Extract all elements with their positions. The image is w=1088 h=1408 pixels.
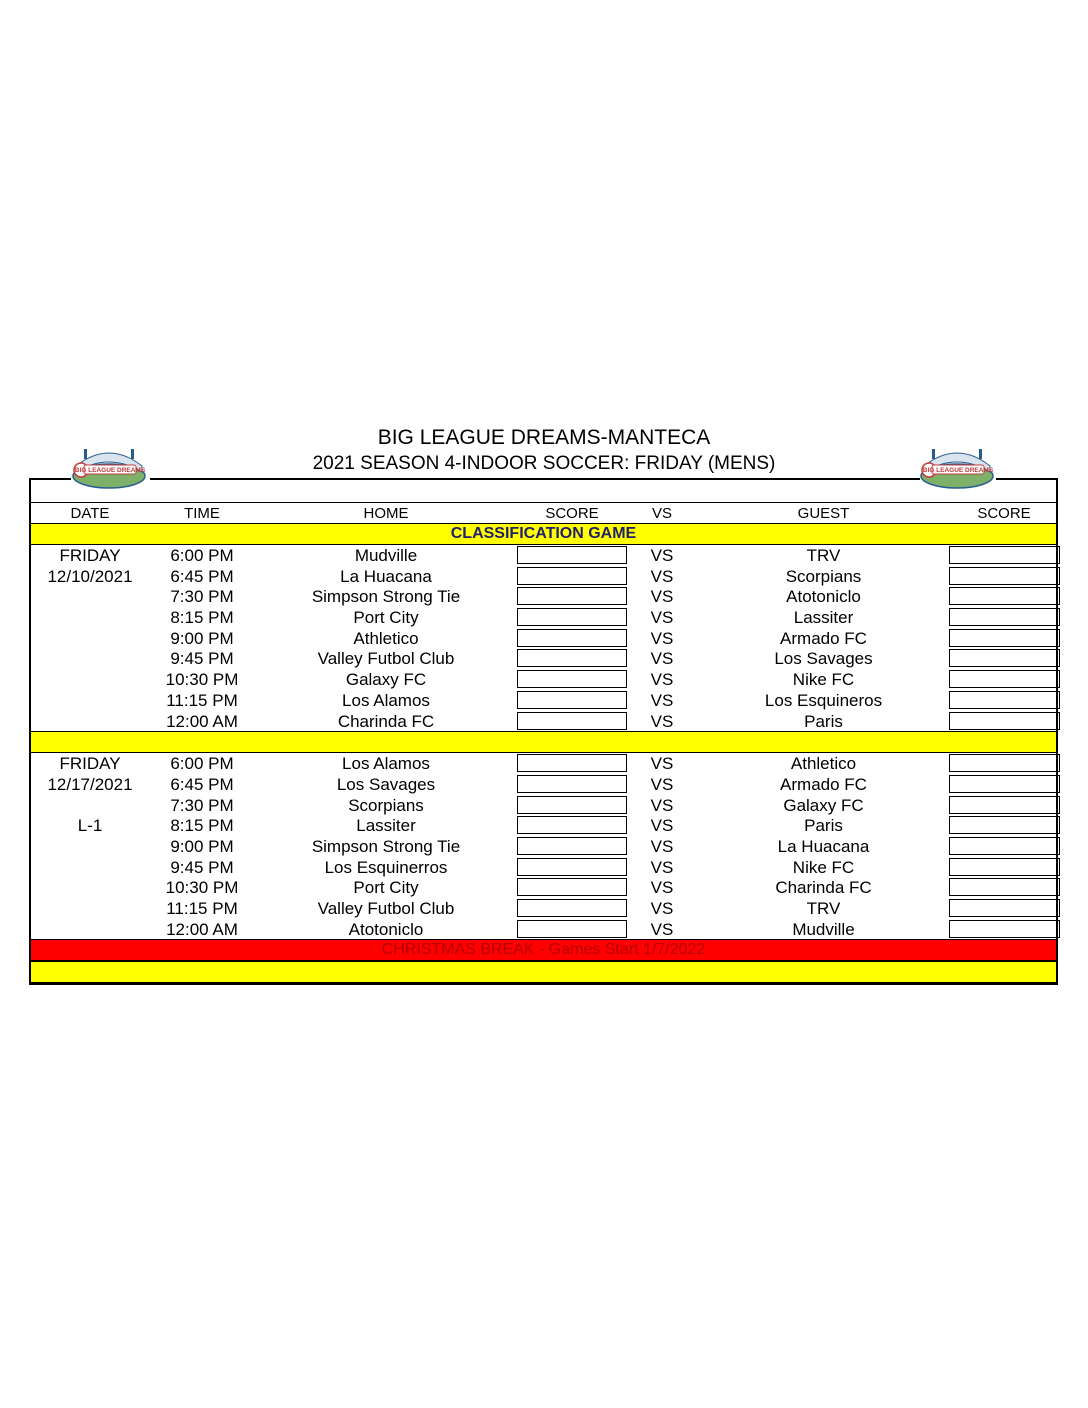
guest-team: Atotoniclo bbox=[786, 587, 861, 607]
col-score-home: SCORE bbox=[545, 505, 599, 522]
guest-team: Athletico bbox=[790, 754, 857, 774]
game-time: 6:45 PM bbox=[170, 566, 234, 586]
vs-label: VS bbox=[650, 566, 674, 586]
home-team: Los Alamos bbox=[342, 754, 430, 774]
game-time: 6:45 PM bbox=[170, 774, 234, 794]
vs-label: VS bbox=[650, 878, 674, 898]
vs-label: VS bbox=[650, 836, 674, 856]
classification-banner: CLASSIFICATION GAME bbox=[31, 523, 1056, 545]
game-time: 8:15 PM bbox=[170, 608, 234, 628]
vs-label: VS bbox=[650, 899, 674, 918]
game-date-cell: 12/10/2021 bbox=[47, 566, 133, 586]
guest-score-box[interactable] bbox=[949, 587, 1060, 605]
home-score-box[interactable] bbox=[517, 546, 627, 564]
home-score-box[interactable] bbox=[517, 796, 627, 814]
game-time: 9:00 PM bbox=[170, 628, 234, 648]
home-team: Simpson Strong Tie bbox=[311, 836, 461, 856]
vs-label: VS bbox=[650, 670, 674, 690]
guest-team: TRV bbox=[806, 546, 841, 565]
game-time: 6:00 PM bbox=[170, 546, 234, 565]
week-2-games bbox=[31, 753, 1056, 939]
game-time: 7:30 PM bbox=[170, 587, 234, 607]
vs-label: VS bbox=[650, 587, 674, 607]
home-team: Scorpians bbox=[348, 795, 424, 815]
guest-score-box[interactable] bbox=[949, 567, 1060, 585]
home-team: Galaxy FC bbox=[345, 670, 427, 690]
guest-team: La Huacana bbox=[777, 836, 870, 856]
svg-text:BIG LEAGUE DREAMS: BIG LEAGUE DREAMS bbox=[922, 467, 994, 474]
home-score-box[interactable] bbox=[517, 775, 627, 793]
game-date-cell: L-1 bbox=[77, 816, 103, 836]
game-date-cell: FRIDAY bbox=[59, 546, 121, 565]
guest-score-box[interactable] bbox=[949, 837, 1060, 855]
game-row bbox=[31, 669, 1056, 690]
game-time: 12:00 AM bbox=[166, 919, 238, 939]
game-row bbox=[31, 877, 1056, 898]
vs-label: VS bbox=[650, 795, 674, 815]
guest-team: TRV bbox=[806, 899, 841, 918]
game-time: 9:45 PM bbox=[170, 649, 234, 669]
home-score-box[interactable] bbox=[517, 712, 627, 730]
guest-team: Los Savages bbox=[774, 649, 873, 669]
guest-score-box[interactable] bbox=[949, 649, 1060, 667]
schedule-table bbox=[29, 478, 1058, 985]
game-row bbox=[31, 815, 1056, 836]
guest-score-box[interactable] bbox=[949, 691, 1060, 709]
game-time: 12:00 AM bbox=[166, 711, 238, 731]
yellow-separator bbox=[31, 731, 1056, 753]
vs-label: VS bbox=[650, 649, 674, 669]
col-score-guest: SCORE bbox=[977, 505, 1031, 522]
guest-team: Armado FC bbox=[780, 774, 867, 794]
col-time: TIME bbox=[184, 505, 220, 522]
home-team: Charinda FC bbox=[337, 711, 435, 731]
game-row bbox=[31, 607, 1056, 628]
game-row bbox=[31, 586, 1056, 607]
guest-score-box[interactable] bbox=[949, 670, 1060, 688]
christmas-break-banner: CHRISTMAS BREAK - Games Start 1/7/2022 bbox=[31, 939, 1056, 961]
guest-team: Scorpians bbox=[785, 566, 862, 586]
vs-label: VS bbox=[650, 919, 674, 939]
guest-score-box[interactable] bbox=[949, 878, 1060, 896]
guest-team: Nike FC bbox=[792, 670, 855, 690]
home-team: Los Esquinerros bbox=[324, 857, 448, 877]
game-row bbox=[31, 566, 1056, 587]
svg-text:BIG LEAGUE DREAMS: BIG LEAGUE DREAMS bbox=[74, 467, 146, 474]
home-team: Valley Futbol Club bbox=[317, 899, 455, 918]
vs-label: VS bbox=[650, 628, 674, 648]
home-team: Los Savages bbox=[336, 774, 436, 794]
column-header-row bbox=[31, 503, 1056, 523]
home-score-box[interactable] bbox=[517, 837, 627, 855]
guest-score-box[interactable] bbox=[949, 775, 1060, 793]
home-score-box[interactable] bbox=[517, 670, 627, 688]
guest-score-box[interactable] bbox=[949, 546, 1060, 564]
home-score-box[interactable] bbox=[517, 920, 627, 938]
guest-score-box[interactable] bbox=[949, 899, 1060, 917]
guest-score-box[interactable] bbox=[949, 858, 1060, 876]
guest-score-box[interactable] bbox=[949, 629, 1060, 647]
yellow-footer-band bbox=[31, 961, 1056, 983]
guest-team: Nike FC bbox=[792, 857, 855, 877]
guest-team: Los Esquineros bbox=[764, 690, 883, 710]
game-row bbox=[31, 711, 1056, 732]
home-team: Mudville bbox=[354, 546, 418, 565]
game-date-cell: 12/17/2021 bbox=[47, 774, 133, 794]
home-team: Atotoniclo bbox=[348, 919, 424, 939]
blank-row bbox=[31, 478, 1056, 503]
col-date: DATE bbox=[70, 505, 110, 522]
vs-label: VS bbox=[650, 857, 674, 877]
guest-team: Charinda FC bbox=[775, 878, 872, 898]
home-team: Simpson Strong Tie bbox=[311, 587, 461, 607]
game-row bbox=[31, 774, 1056, 795]
vs-label: VS bbox=[650, 711, 674, 731]
guest-team: Paris bbox=[804, 816, 843, 836]
col-vs: VS bbox=[651, 505, 672, 522]
home-score-box[interactable] bbox=[517, 629, 627, 647]
guest-team: Mudville bbox=[792, 919, 855, 939]
game-row bbox=[31, 753, 1056, 774]
home-score-box[interactable] bbox=[517, 567, 627, 585]
vs-label: VS bbox=[650, 774, 674, 794]
game-time: 8:15 PM bbox=[170, 816, 234, 836]
game-row bbox=[31, 795, 1056, 816]
col-home: HOME bbox=[363, 505, 409, 522]
home-score-box[interactable] bbox=[517, 816, 627, 834]
game-row bbox=[31, 898, 1056, 919]
home-score-box[interactable] bbox=[517, 587, 627, 605]
week-1-games bbox=[31, 545, 1056, 731]
game-time: 11:15 PM bbox=[166, 690, 238, 710]
vs-label: VS bbox=[650, 816, 674, 836]
guest-score-box[interactable] bbox=[949, 920, 1060, 938]
guest-team: Galaxy FC bbox=[783, 795, 864, 815]
game-row bbox=[31, 648, 1056, 669]
game-date-cell: FRIDAY bbox=[59, 754, 121, 774]
guest-score-box[interactable] bbox=[949, 608, 1060, 626]
guest-score-box[interactable] bbox=[949, 754, 1060, 772]
game-row bbox=[31, 857, 1056, 878]
home-team: Lassiter bbox=[356, 816, 416, 836]
game-row bbox=[31, 628, 1056, 649]
home-team: Valley Futbol Club bbox=[317, 649, 455, 669]
home-team: La Huacana bbox=[340, 566, 432, 586]
game-time: 9:45 PM bbox=[170, 857, 234, 877]
guest-score-box[interactable] bbox=[949, 816, 1060, 834]
home-score-box[interactable] bbox=[517, 878, 627, 896]
home-score-box[interactable] bbox=[517, 899, 627, 917]
game-row bbox=[31, 919, 1056, 940]
home-score-box[interactable] bbox=[517, 691, 627, 709]
vs-label: VS bbox=[650, 754, 674, 774]
home-team: Los Alamos bbox=[342, 690, 430, 710]
game-time: 10:30 PM bbox=[165, 878, 239, 898]
page-title: BIG LEAGUE DREAMS-MANTECA bbox=[377, 426, 711, 449]
game-time: 7:30 PM bbox=[170, 795, 234, 815]
vs-label: VS bbox=[650, 690, 674, 710]
vs-label: VS bbox=[650, 608, 674, 628]
game-row bbox=[31, 545, 1056, 566]
home-team: Port City bbox=[353, 608, 419, 628]
home-score-box[interactable] bbox=[517, 608, 627, 626]
game-row bbox=[31, 836, 1056, 857]
game-time: 6:00 PM bbox=[170, 754, 234, 774]
home-team: Port City bbox=[353, 878, 419, 898]
game-time: 10:30 PM bbox=[165, 670, 239, 690]
game-time: 9:00 PM bbox=[170, 836, 234, 856]
guest-team: Paris bbox=[804, 711, 843, 731]
guest-score-box[interactable] bbox=[949, 712, 1060, 730]
guest-team: Lassiter bbox=[793, 608, 854, 628]
home-score-box[interactable] bbox=[517, 649, 627, 667]
home-team: Athletico bbox=[353, 628, 419, 648]
schedule-header bbox=[0, 424, 1088, 480]
col-guest: GUEST bbox=[797, 505, 850, 522]
game-row bbox=[31, 690, 1056, 711]
vs-label: VS bbox=[650, 546, 674, 565]
guest-team: Armado FC bbox=[780, 628, 867, 648]
game-time: 11:15 PM bbox=[166, 899, 238, 918]
page-subtitle: 2021 SEASON 4-INDOOR SOCCER: FRIDAY (MENS) bbox=[312, 453, 776, 474]
guest-score-box[interactable] bbox=[949, 796, 1060, 814]
home-score-box[interactable] bbox=[517, 754, 627, 772]
home-score-box[interactable] bbox=[517, 858, 627, 876]
